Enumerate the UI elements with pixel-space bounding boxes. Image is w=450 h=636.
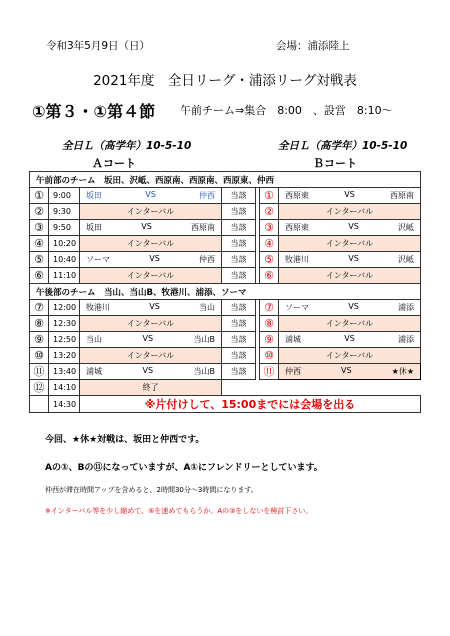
away-team: 西原南 bbox=[191, 223, 215, 232]
closing-message: ※片付けして、15:00までには会場を出る bbox=[80, 396, 421, 413]
match-cell-a bbox=[80, 188, 222, 204]
interval-cell-b: インターバル bbox=[279, 236, 421, 252]
document-title: 2021年度 全日リーグ・浦添リーグ対戦表 bbox=[93, 73, 357, 89]
game-number: ① bbox=[30, 188, 49, 204]
game-number-b: ⑥ bbox=[260, 268, 279, 284]
away-team: 当山B bbox=[193, 367, 215, 376]
game-time: 10:40 bbox=[49, 252, 80, 268]
match-pairing bbox=[80, 190, 221, 201]
home-team: 西原東 bbox=[285, 223, 309, 232]
schedule-table bbox=[29, 171, 421, 413]
interval-cell-b: インターバル bbox=[279, 268, 421, 284]
match-pairing bbox=[279, 302, 420, 313]
away-team: 仲西 bbox=[199, 255, 215, 264]
duty-cell: 当該 bbox=[222, 188, 256, 204]
match-cell-a bbox=[80, 252, 222, 268]
home-team: 仲西 bbox=[285, 367, 301, 376]
match-pairing bbox=[279, 254, 420, 265]
game-time: 9:30 bbox=[49, 204, 80, 220]
vs-label: VS bbox=[141, 222, 152, 231]
home-team: 西原東 bbox=[285, 191, 309, 200]
duty-cell: 当該 bbox=[222, 332, 256, 348]
event-date: 令和3年5月9日（日） bbox=[46, 40, 151, 52]
match-cell-a bbox=[80, 332, 222, 348]
game-number: ⑫ bbox=[30, 380, 49, 396]
match-pairing bbox=[279, 190, 420, 201]
vs-label: VS bbox=[348, 254, 359, 263]
schedule-row bbox=[30, 236, 421, 252]
note-interval-suggestion: ※インターバル等を少し縮めて、⑤を速めてもらうか、Aの③をしないを検討下さい。 bbox=[45, 507, 313, 515]
interval-cell-a: インターバル bbox=[80, 204, 222, 220]
match-pairing bbox=[80, 334, 221, 345]
match-pairing bbox=[279, 222, 420, 233]
vs-label: VS bbox=[344, 190, 355, 199]
morning-assembly-note: 午前チーム⇒集合 8:00 、設営 8:10～ bbox=[180, 104, 393, 117]
schedule-row bbox=[30, 252, 421, 268]
match-pairing bbox=[279, 334, 420, 345]
block-label: 午前部のチーム 坂田、沢岻、西原南、西原南、西原東、仲西 bbox=[30, 172, 421, 188]
game-time: 9:00 bbox=[49, 188, 80, 204]
schedule-row bbox=[30, 204, 421, 220]
court-b-heading: Ｂコート bbox=[313, 157, 357, 170]
away-team: 西原南 bbox=[390, 191, 414, 200]
game-number-b: ② bbox=[260, 204, 279, 220]
note-stay-time: 仲西が滞在時間アップを含めると、2時間30分～3時間になります。 bbox=[45, 486, 258, 494]
game-time: 14:10 bbox=[49, 380, 80, 396]
duty-cell: 当該 bbox=[222, 348, 256, 364]
schedule-row bbox=[30, 348, 421, 364]
game-number-b: ⑧ bbox=[260, 316, 279, 332]
match-cell-b bbox=[279, 332, 421, 348]
interval-cell-a: インターバル bbox=[80, 268, 222, 284]
home-team: 浦城 bbox=[285, 335, 301, 344]
event-venue: 会場：浦添陸上 bbox=[276, 40, 350, 52]
away-team: ★休★ bbox=[391, 367, 414, 376]
home-team: 当山 bbox=[86, 335, 102, 344]
game-number: ⑤ bbox=[30, 252, 49, 268]
court-a-heading: Ａコート bbox=[92, 157, 136, 170]
game-number: ④ bbox=[30, 236, 49, 252]
duty-cell: 当該 bbox=[222, 252, 256, 268]
away-team: 仲西 bbox=[199, 191, 215, 200]
interval-cell-a: インターバル bbox=[80, 236, 222, 252]
home-team: 坂田 bbox=[86, 223, 102, 232]
match-pairing bbox=[80, 302, 221, 313]
home-team: ソーマ bbox=[285, 303, 309, 312]
game-time: 10:20 bbox=[49, 236, 80, 252]
game-time: 14:30 bbox=[49, 396, 80, 413]
schedule-row bbox=[30, 316, 421, 332]
game-number: ③ bbox=[30, 220, 49, 236]
block-label: 午後部のチーム 当山、当山B、牧港川、浦添、ソーマ bbox=[30, 284, 421, 300]
game-number-b: ① bbox=[260, 188, 279, 204]
match-cell-a bbox=[80, 364, 222, 380]
duty-cell: 当該 bbox=[222, 268, 256, 284]
duty-cell: 当該 bbox=[222, 204, 256, 220]
game-number: ⑥ bbox=[30, 268, 49, 284]
game-number: ⑦ bbox=[30, 300, 49, 316]
game-number: ⑧ bbox=[30, 316, 49, 332]
interval-cell-b: インターバル bbox=[279, 348, 421, 364]
game-time: 12:30 bbox=[49, 316, 80, 332]
vs-label: VS bbox=[149, 302, 160, 311]
game-time: 13:40 bbox=[49, 364, 80, 380]
game-time: 12:00 bbox=[49, 300, 80, 316]
interval-cell-b: インターバル bbox=[279, 204, 421, 220]
court-b-level: 全日Ｌ（高学年）10-5-10 bbox=[278, 140, 408, 152]
morning-teams-row bbox=[30, 172, 421, 188]
round-label: ①第３・①第４節 bbox=[32, 102, 156, 121]
schedule-row bbox=[30, 268, 421, 284]
vs-label: VS bbox=[348, 302, 359, 311]
away-team: 浦添 bbox=[398, 303, 414, 312]
game-time: 12:50 bbox=[49, 332, 80, 348]
note-friendly: Aの①、Bの⑪になっていますが、A①にフレンドリーとしています。 bbox=[45, 463, 323, 473]
match-cell-a bbox=[80, 300, 222, 316]
interval-cell-b: インターバル bbox=[279, 316, 421, 332]
away-team: 浦添 bbox=[398, 335, 414, 344]
game-number: ⑨ bbox=[30, 332, 49, 348]
duty-cell: 当該 bbox=[222, 364, 256, 380]
home-team: ソーマ bbox=[86, 255, 110, 264]
game-number: ② bbox=[30, 204, 49, 220]
game-number-b: ⑩ bbox=[260, 348, 279, 364]
away-team: 当山B bbox=[193, 335, 215, 344]
game-time: 9:50 bbox=[49, 220, 80, 236]
game-number-b: ⑤ bbox=[260, 252, 279, 268]
schedule-row bbox=[30, 364, 421, 380]
match-cell-b bbox=[279, 252, 421, 268]
match-cell-b bbox=[279, 300, 421, 316]
match-cell-b bbox=[279, 220, 421, 236]
vs-label: VS bbox=[344, 334, 355, 343]
home-team: 牧港川 bbox=[285, 255, 309, 264]
vs-label: VS bbox=[348, 222, 359, 231]
match-pairing bbox=[80, 366, 221, 377]
match-pairing bbox=[80, 254, 221, 265]
game-time: 11:10 bbox=[49, 268, 80, 284]
home-team: 浦城 bbox=[86, 367, 102, 376]
away-team: 沢岻 bbox=[398, 255, 414, 264]
closing-row bbox=[30, 396, 421, 413]
vs-label: VS bbox=[149, 254, 160, 263]
game-number: ⑩ bbox=[30, 348, 49, 364]
note-rest-match: 今回、★休★対戦は、坂田と仲西です。 bbox=[45, 435, 205, 445]
duty-cell: 当該 bbox=[222, 316, 256, 332]
schedule-row bbox=[30, 332, 421, 348]
match-pairing bbox=[80, 222, 221, 233]
game-number-b: ⑨ bbox=[260, 332, 279, 348]
home-team: 牧港川 bbox=[86, 303, 110, 312]
schedule-row bbox=[30, 188, 421, 204]
home-team: 坂田 bbox=[86, 191, 102, 200]
empty-number bbox=[30, 396, 49, 413]
away-team: 沢岻 bbox=[398, 223, 414, 232]
game-number-b: ③ bbox=[260, 220, 279, 236]
court-a-level: 全日Ｌ（高学年）10-5-10 bbox=[62, 140, 192, 152]
away-team: 当山 bbox=[199, 303, 215, 312]
game-number-b: ⑪ bbox=[260, 364, 279, 380]
game-number-b: ⑦ bbox=[260, 300, 279, 316]
duty-cell: 当該 bbox=[222, 220, 256, 236]
duty-cell: 当該 bbox=[222, 300, 256, 316]
end-cell: 終了 bbox=[80, 380, 222, 396]
game-number: ⑪ bbox=[30, 364, 49, 380]
vs-label: VS bbox=[145, 190, 156, 199]
schedule-row bbox=[30, 220, 421, 236]
match-pairing bbox=[279, 366, 420, 377]
vs-label: VS bbox=[341, 366, 352, 375]
schedule-row bbox=[30, 300, 421, 316]
interval-cell-a: インターバル bbox=[80, 316, 222, 332]
interval-cell-a: インターバル bbox=[80, 348, 222, 364]
vs-label: VS bbox=[142, 334, 154, 343]
game-time: 13:20 bbox=[49, 348, 80, 364]
end-row bbox=[30, 380, 421, 396]
match-cell-a bbox=[80, 220, 222, 236]
game-number-b: ④ bbox=[260, 236, 279, 252]
match-cell-b bbox=[279, 188, 421, 204]
match-cell-b bbox=[279, 364, 421, 380]
afternoon-teams-row bbox=[30, 284, 421, 300]
vs-label: VS bbox=[142, 366, 154, 375]
duty-cell: 当該 bbox=[222, 236, 256, 252]
